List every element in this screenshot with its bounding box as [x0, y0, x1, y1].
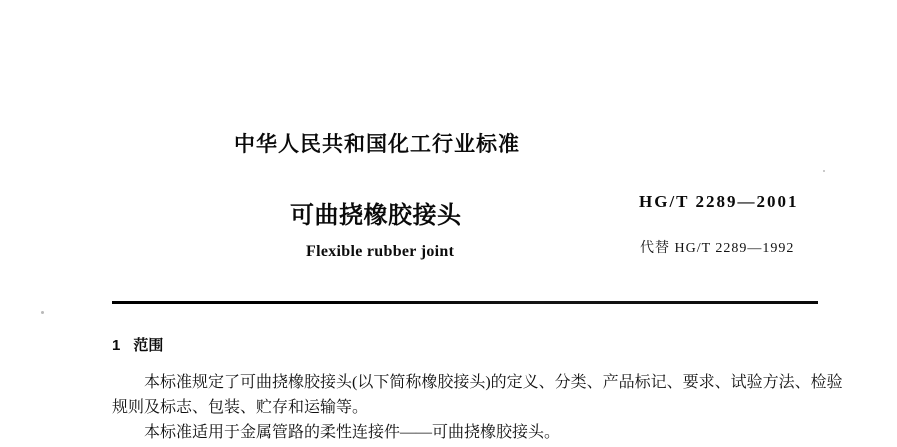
section-title: 范围 — [133, 337, 164, 354]
standard-org-title: 中华人民共和国化工行业标准 — [234, 133, 520, 156]
header-divider — [112, 301, 818, 304]
paragraph-line-1: 本标准规定了可曲挠橡胶接头(以下简称橡胶接头)的定义、分类、产品标记、要求、试验方法、检验 — [144, 374, 843, 391]
standard-number: HG/T 2289—2001 — [639, 192, 799, 211]
replaces-note: 代替 HG/T 2289—1992 — [640, 241, 795, 256]
scan-speck — [823, 170, 825, 172]
section-body — [112, 370, 872, 445]
document-title-en: Flexible rubber joint — [306, 243, 455, 260]
paragraph-line-3: 本标准适用于金属管路的柔性连接件——可曲挠橡胶接头。 — [144, 424, 561, 441]
paragraph-line-2: 规则及标志、包装、贮存和运输等。 — [112, 399, 369, 416]
section-number: 1 — [112, 337, 121, 354]
document-title-cn: 可曲挠橡胶接头 — [290, 202, 462, 229]
scan-speck — [41, 311, 44, 314]
section-heading — [112, 334, 163, 355]
